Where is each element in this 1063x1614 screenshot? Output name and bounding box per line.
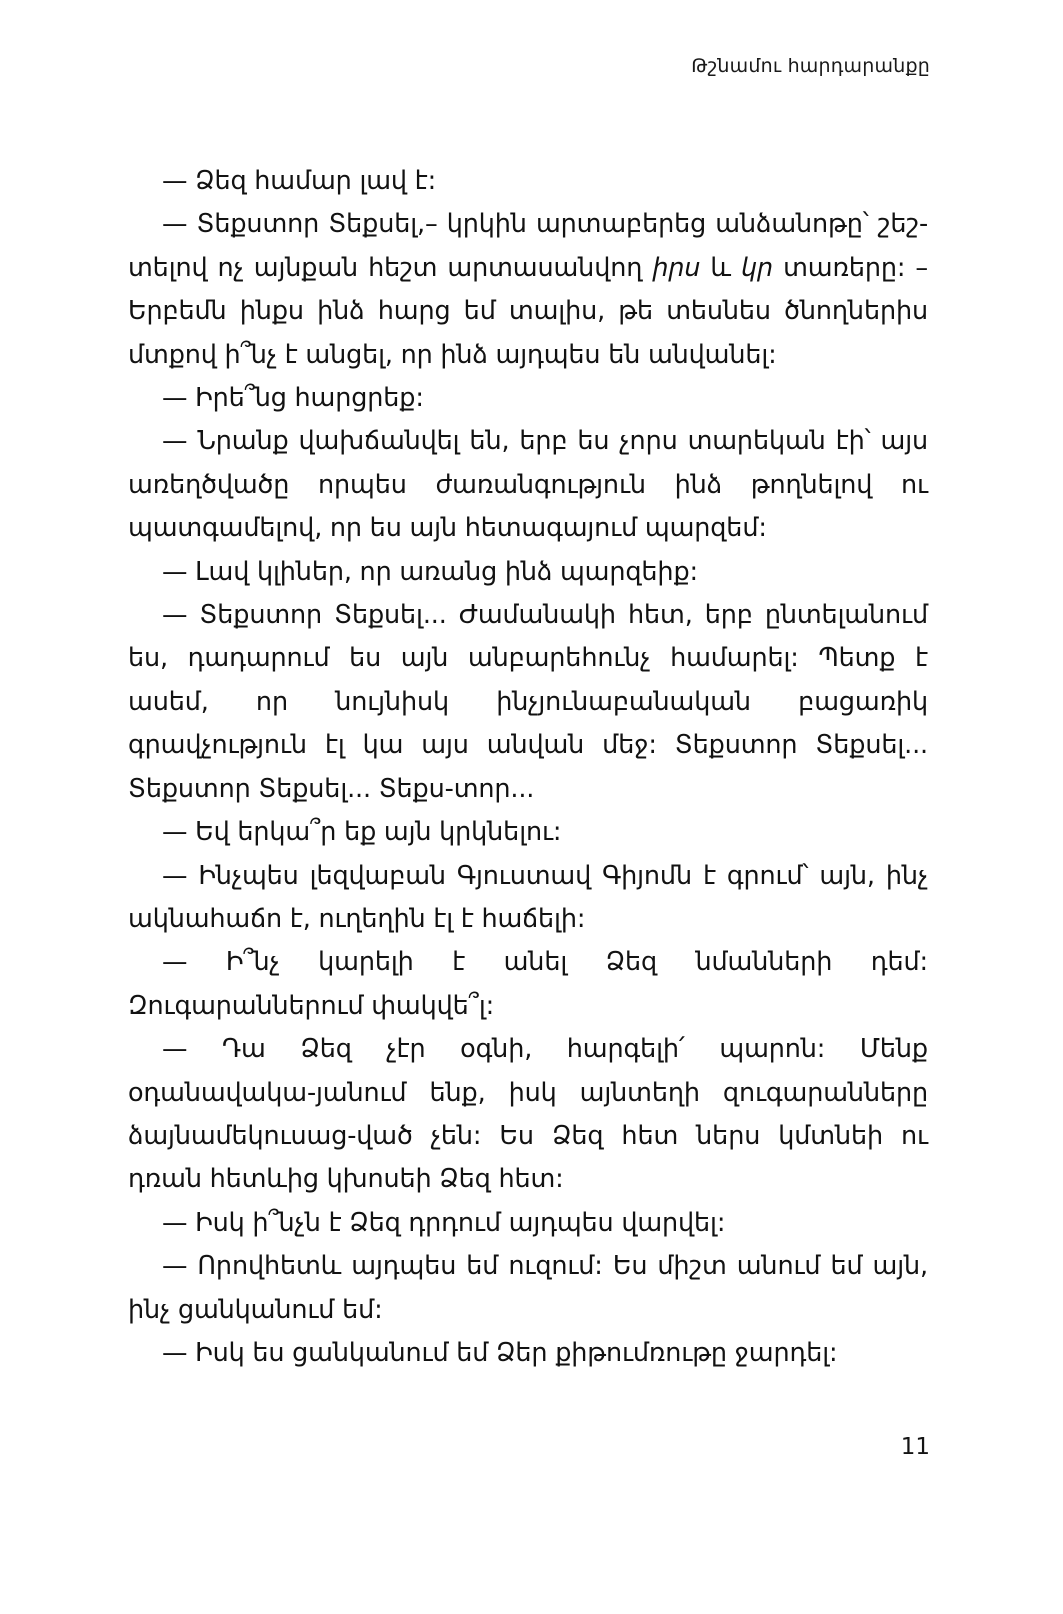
paragraph-tail: տառերը: – Երբեմն ինքս ինձ հարց եմ տալիս, թե տեսնես ծնողներիս մտքով ի՞նչ է անցել, որ ինձ այդպես են անվանել: [128, 252, 929, 370]
paragraph: — Նրանք վախճանվել են, երբ ես չորս տարեկան էի՝ այս առեղծվածը որպես ժառանգություն ինձ թողնելով ու պատգամելով, որ ես այն հետագայում պարզեմ: [128, 426, 928, 544]
paragraph: — Դա Ձեզ չէր օգնի, հարգելի՛ պարոն: Մենք օդանավակա-յանում ենք, իսկ այնտեղի զուգարանները ձայնամեկուսաց-ված չեն: Ես Ձեզ հետ ներս կմտնեի ու դռան հետևից կխոսեի Ձեզ հետ: [128, 1034, 928, 1195]
paragraph-conjunction: և [700, 252, 742, 283]
paragraph: — Ի՞նչ կարելի է անել Ձեզ նմանների դեմ: Զուգարաններում փակվե՞լ: [128, 947, 928, 1021]
italic-term-kr: կր [741, 252, 774, 283]
paragraph: — Լավ կլիներ, որ առանց ինձ պարզեիք: [162, 556, 698, 587]
paragraph: — Իսկ ի՞նչն է Ձեզ դրդում այդպես վարվել: [162, 1207, 726, 1238]
paragraph: — Որովհետև այդպես եմ ուզում: Ես միշտ անում եմ այն, ինչ ցանկանում եմ: [128, 1251, 928, 1325]
body-text-block [128, 160, 928, 1375]
italic-term-irs: իրս [652, 252, 701, 283]
page-number: 11 [900, 1434, 930, 1460]
paragraph: — Տեքստոր Տեքսել... Ժամանակի հետ, երբ ընտելանում ես, դադարում ես այն անբարեհունչ համարել: Պետք է ասեմ, որ նույնիսկ ինչյունաբանական բացառիկ գրավչություն էլ կա այս անվան մեջ: Տեքստոր Տեքսել... Տեքստոր Տեքսել... Տեքս-տոր... [128, 600, 928, 804]
paragraph-lead: — Տեքստոր Տեքսել,– կրկին արտաբերեց անձանոթը՝ շեշ-տելով ոչ այնքան հեշտ արտասանվող [128, 209, 928, 283]
paragraph [128, 203, 928, 377]
paragraph: — Իսկ ես ցանկանում եմ Ձեր քիթումռութը ջարդել: [162, 1337, 838, 1368]
paragraph: — Իրե՞նց հարցրեք: [162, 383, 424, 414]
paragraph: — Եվ երկա՞ր եք այն կրկնելու: [162, 817, 562, 848]
paragraph: — Ինչպես լեզվաբան Գյուստավ Գիյոմն է գրում՝ այն, ինչ ակնահաճո է, ուղեղին էլ է հաճելի: [128, 860, 928, 934]
paragraph: — Ձեզ համար լավ է: [162, 166, 437, 196]
running-head: Թշնամու հարդարանքը [691, 55, 930, 77]
